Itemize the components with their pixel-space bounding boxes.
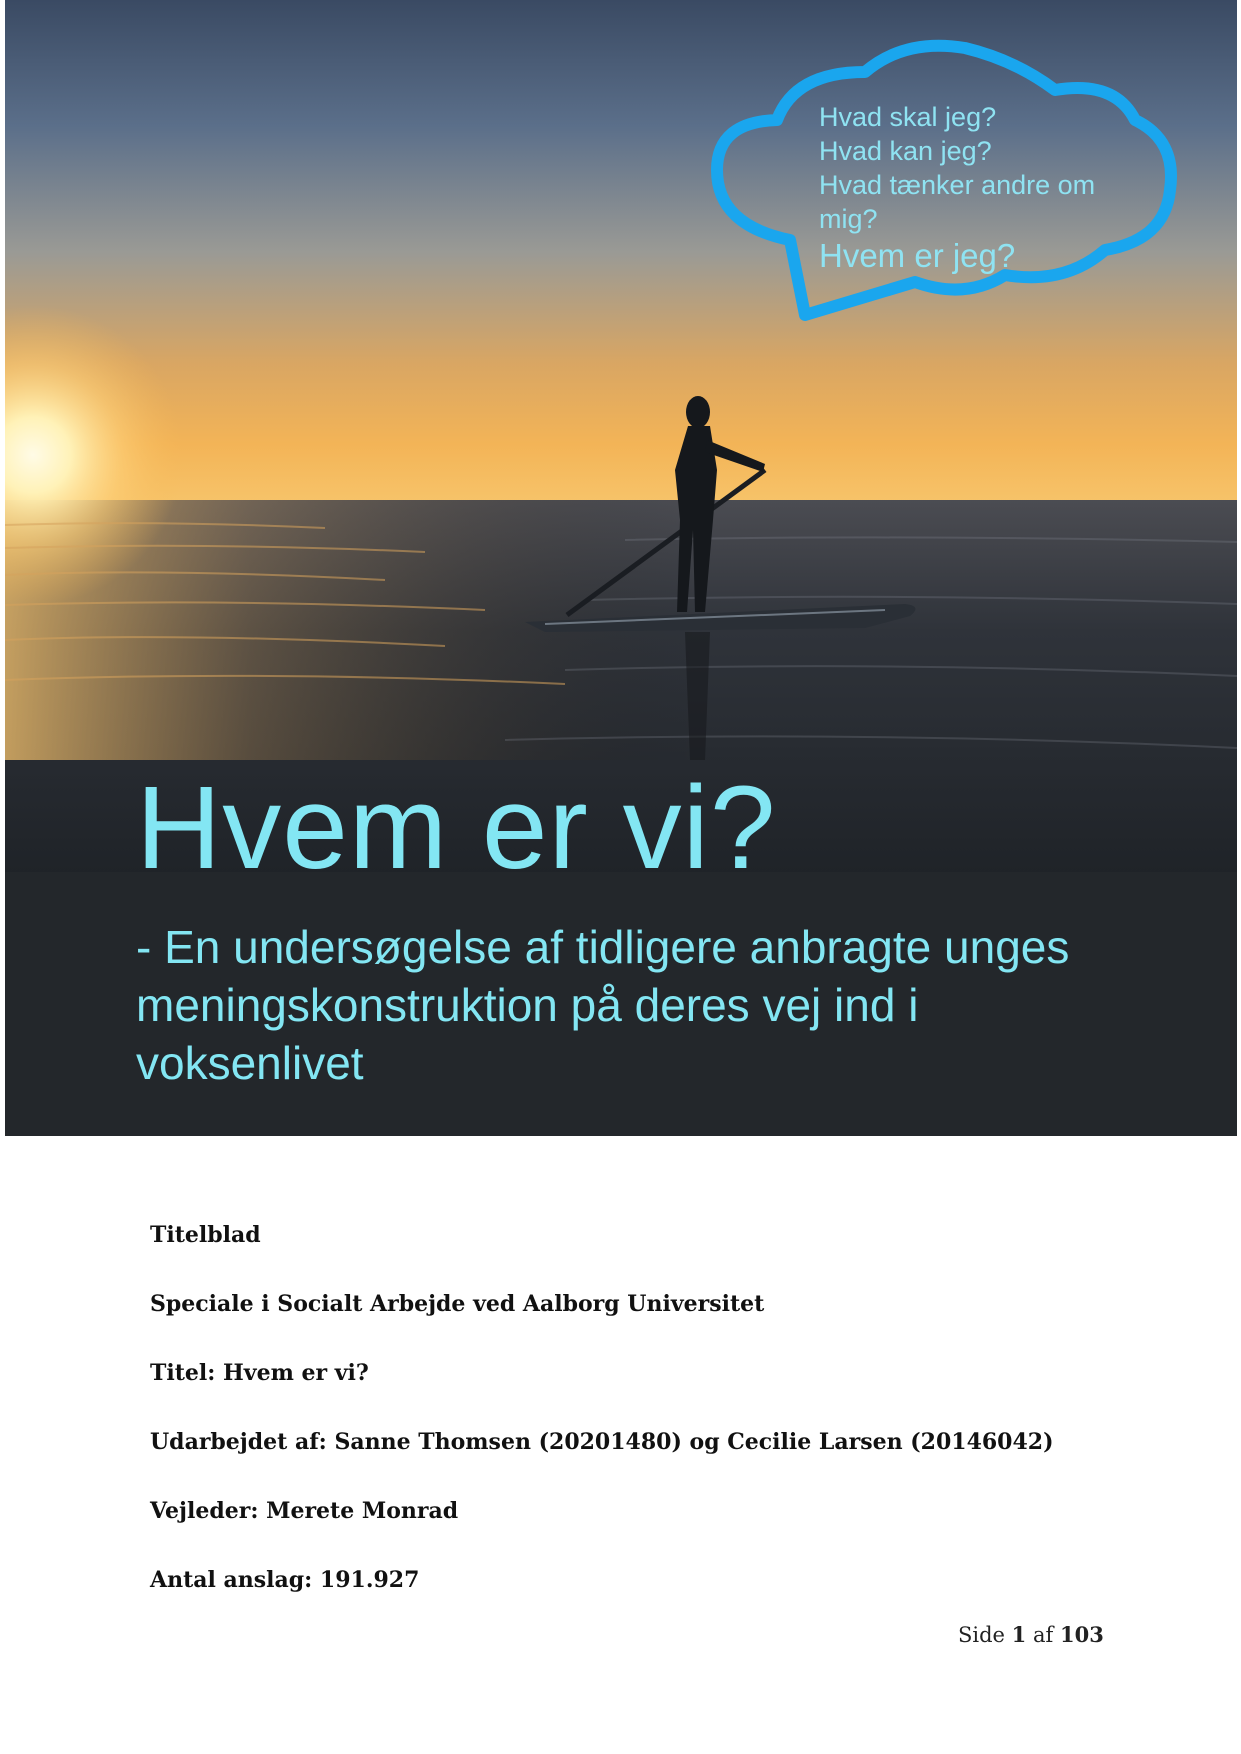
authors-line: Udarbejdet af: Sanne Thomsen (20201480) og Cecilie Larsen (20146042) [150, 1429, 1054, 1455]
bubble-line-2: Hvad kan jeg? [819, 136, 992, 166]
cover-title: Hvem er vi? [136, 762, 777, 894]
total-pages: 103 [1059, 1622, 1104, 1647]
page-number [958, 1622, 1104, 1647]
program-line: Speciale i Socialt Arbejde ved Aalborg Universitet [150, 1291, 765, 1317]
current-page: 1 [1011, 1622, 1027, 1647]
thought-bubble-text [819, 100, 1095, 276]
title-page-heading: Titelblad [150, 1222, 261, 1248]
page-side-label: Side [958, 1623, 1005, 1647]
supervisor-line: Vejleder: Merete Monrad [150, 1498, 459, 1524]
cover-subtitle: - En undersøgelse af tidligere anbragte unges meningskonstruktion på deres vej ind i voksenlivet [136, 921, 1070, 1089]
cover-image [5, 0, 1237, 1136]
bubble-line-3: Hvad tænker andre om [819, 170, 1096, 200]
bubble-emphasis: Hvem er jeg? [819, 237, 1016, 274]
characters-line: Antal anslag: 191.927 [150, 1567, 420, 1593]
title-line: Titel: Hvem er vi? [150, 1360, 369, 1386]
page-of-label: af [1032, 1623, 1054, 1647]
bubble-line-4: mig? [819, 204, 878, 234]
bubble-line-1: Hvad skal jeg? [819, 102, 997, 132]
